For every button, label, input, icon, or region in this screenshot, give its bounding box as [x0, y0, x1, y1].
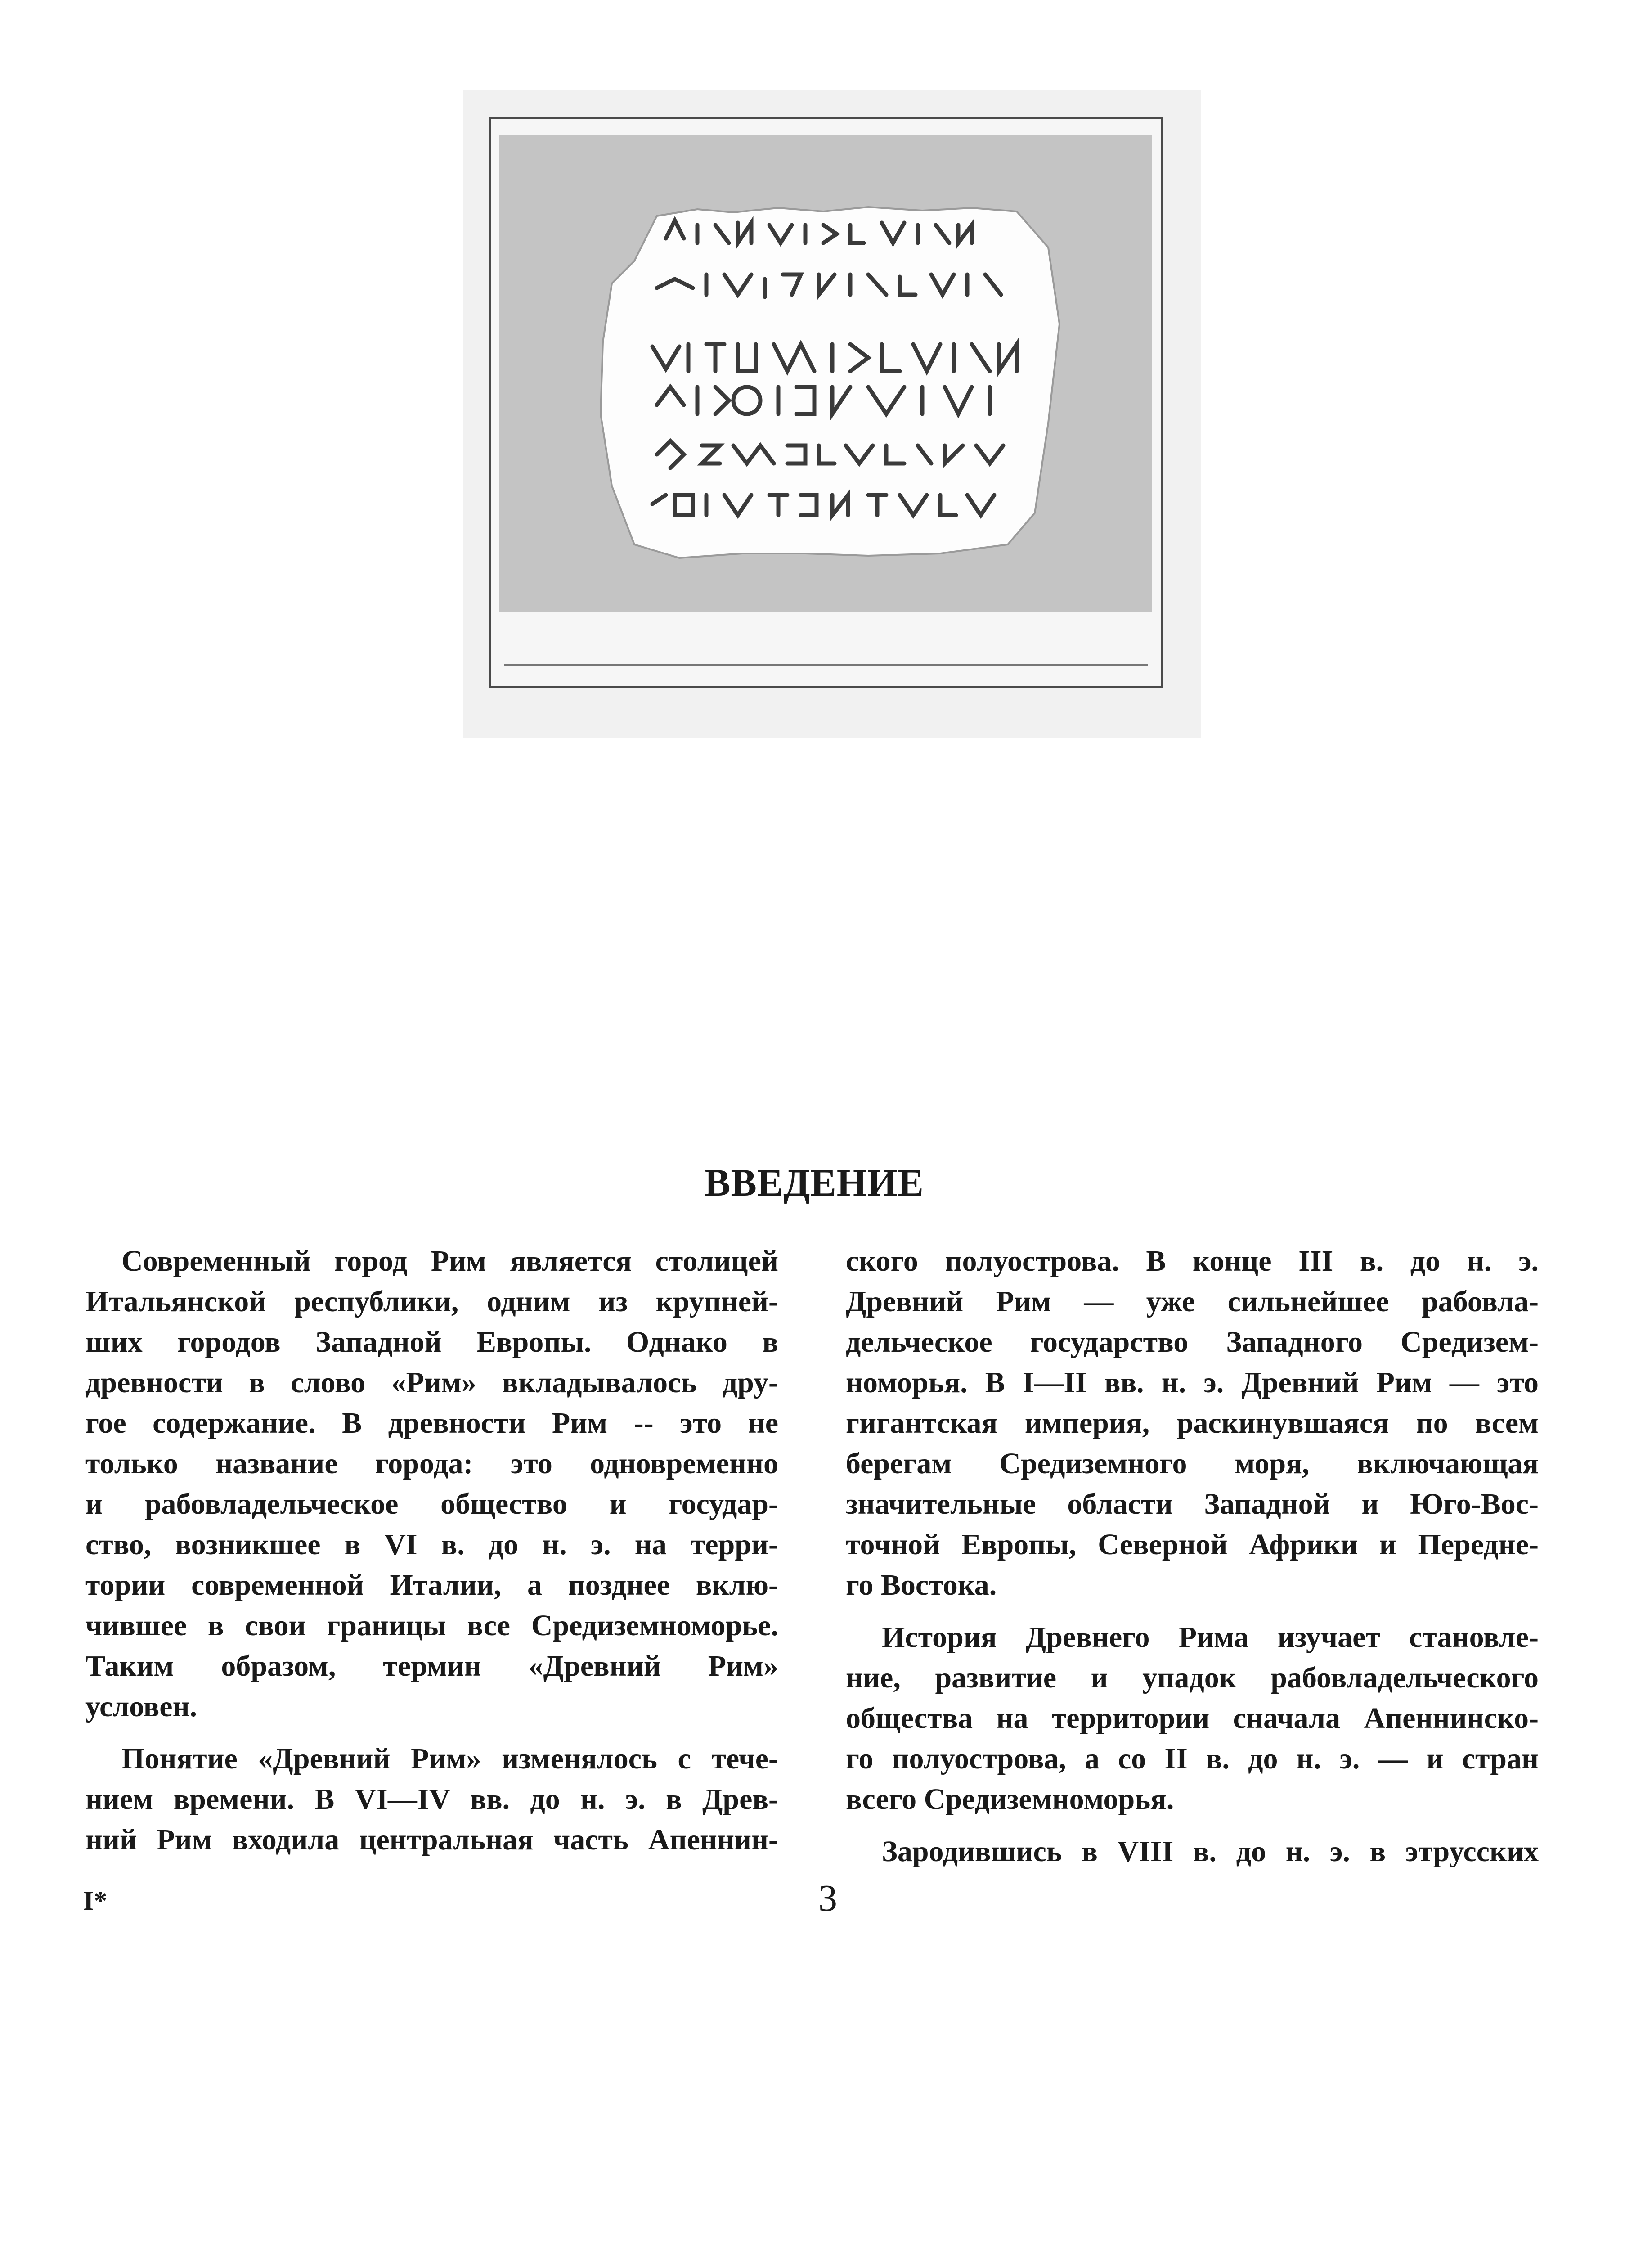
paragraph-line: дельческое государство Западного Средизем-	[846, 1326, 1539, 1358]
paragraph-line: Понятие «Древний Рим» изменялось с тече-	[121, 1742, 778, 1775]
paragraph-line: чившее в свои границы все Средиземноморье.	[85, 1609, 778, 1642]
paragraph-line: Древний Рим — уже сильнейшее рабовла-	[846, 1285, 1539, 1318]
paragraph-line: древности в слово «Рим» вкладывалось дру-	[85, 1366, 778, 1399]
paragraph-line: тории современной Италии, а позднее вклю-	[85, 1569, 778, 1601]
paragraph-line: значительные области Западной и Юго-Вос-	[846, 1488, 1539, 1520]
paragraph-line: Зародившись в VIII в. до н. э. в этрусских	[882, 1835, 1539, 1868]
text-column-right	[846, 1241, 1539, 1872]
paragraph-line: гое содержание. В древности Рим -- это не	[85, 1407, 778, 1439]
paragraph-line: номорья. В I—II вв. н. э. Древний Рим — это	[846, 1366, 1539, 1399]
paragraph-line: всего Средиземноморья.	[846, 1783, 1174, 1816]
illustration	[463, 90, 1201, 738]
paragraph-line: нием времени. В VI—IV вв. до н. э. в Древ-	[85, 1783, 778, 1816]
paragraph-line: ших городов Западной Европы. Однако в	[85, 1326, 778, 1358]
text-column-left	[85, 1241, 778, 1860]
paragraph-line: гигантская империя, раскинувшаяся по всем	[846, 1407, 1539, 1439]
paragraph-line: и рабовладельческое общество и государ-	[85, 1488, 778, 1520]
paragraph-line: только название города: это одновременно	[85, 1447, 778, 1480]
paragraph-line: Таким образом, термин «Древний Рим»	[85, 1650, 778, 1682]
section-title: ВВЕДЕНИЕ	[705, 1161, 924, 1204]
paragraph-line: ского полуострова. В конце III в. до н. э.	[846, 1245, 1539, 1277]
paragraph-line: точной Европы, Северной Африки и Передне-	[846, 1528, 1539, 1561]
stone-inscription-image	[463, 90, 1201, 738]
paragraph-line: Современный город Рим является столицей	[121, 1245, 778, 1277]
paragraph-line: ние, развитие и упадок рабовладельческого	[846, 1661, 1539, 1694]
paragraph-line: История Древнего Рима изучает становле-	[882, 1621, 1539, 1654]
paragraph-line: го полуострова, а со II в. до н. э. — и стран	[846, 1742, 1539, 1775]
paragraph-line: Итальянской республики, одним из крупней-	[85, 1285, 778, 1318]
paragraph-line: берегам Средиземного моря, включающая	[846, 1447, 1539, 1480]
paragraph-line: общества на территории сначала Апеннинско-	[846, 1702, 1539, 1735]
paragraph-line: условен.	[85, 1690, 198, 1723]
paragraph-line: го Востока.	[846, 1569, 997, 1601]
stone-fragment	[601, 207, 1059, 558]
page-number: 3	[818, 1877, 837, 1919]
paragraph-line: ний Рим входила центральная часть Апеннин-	[85, 1823, 778, 1856]
signature-mark: I*	[83, 1886, 108, 1916]
paragraph-line: ство, возникшее в VI в. до н. э. на терри-	[85, 1528, 778, 1561]
